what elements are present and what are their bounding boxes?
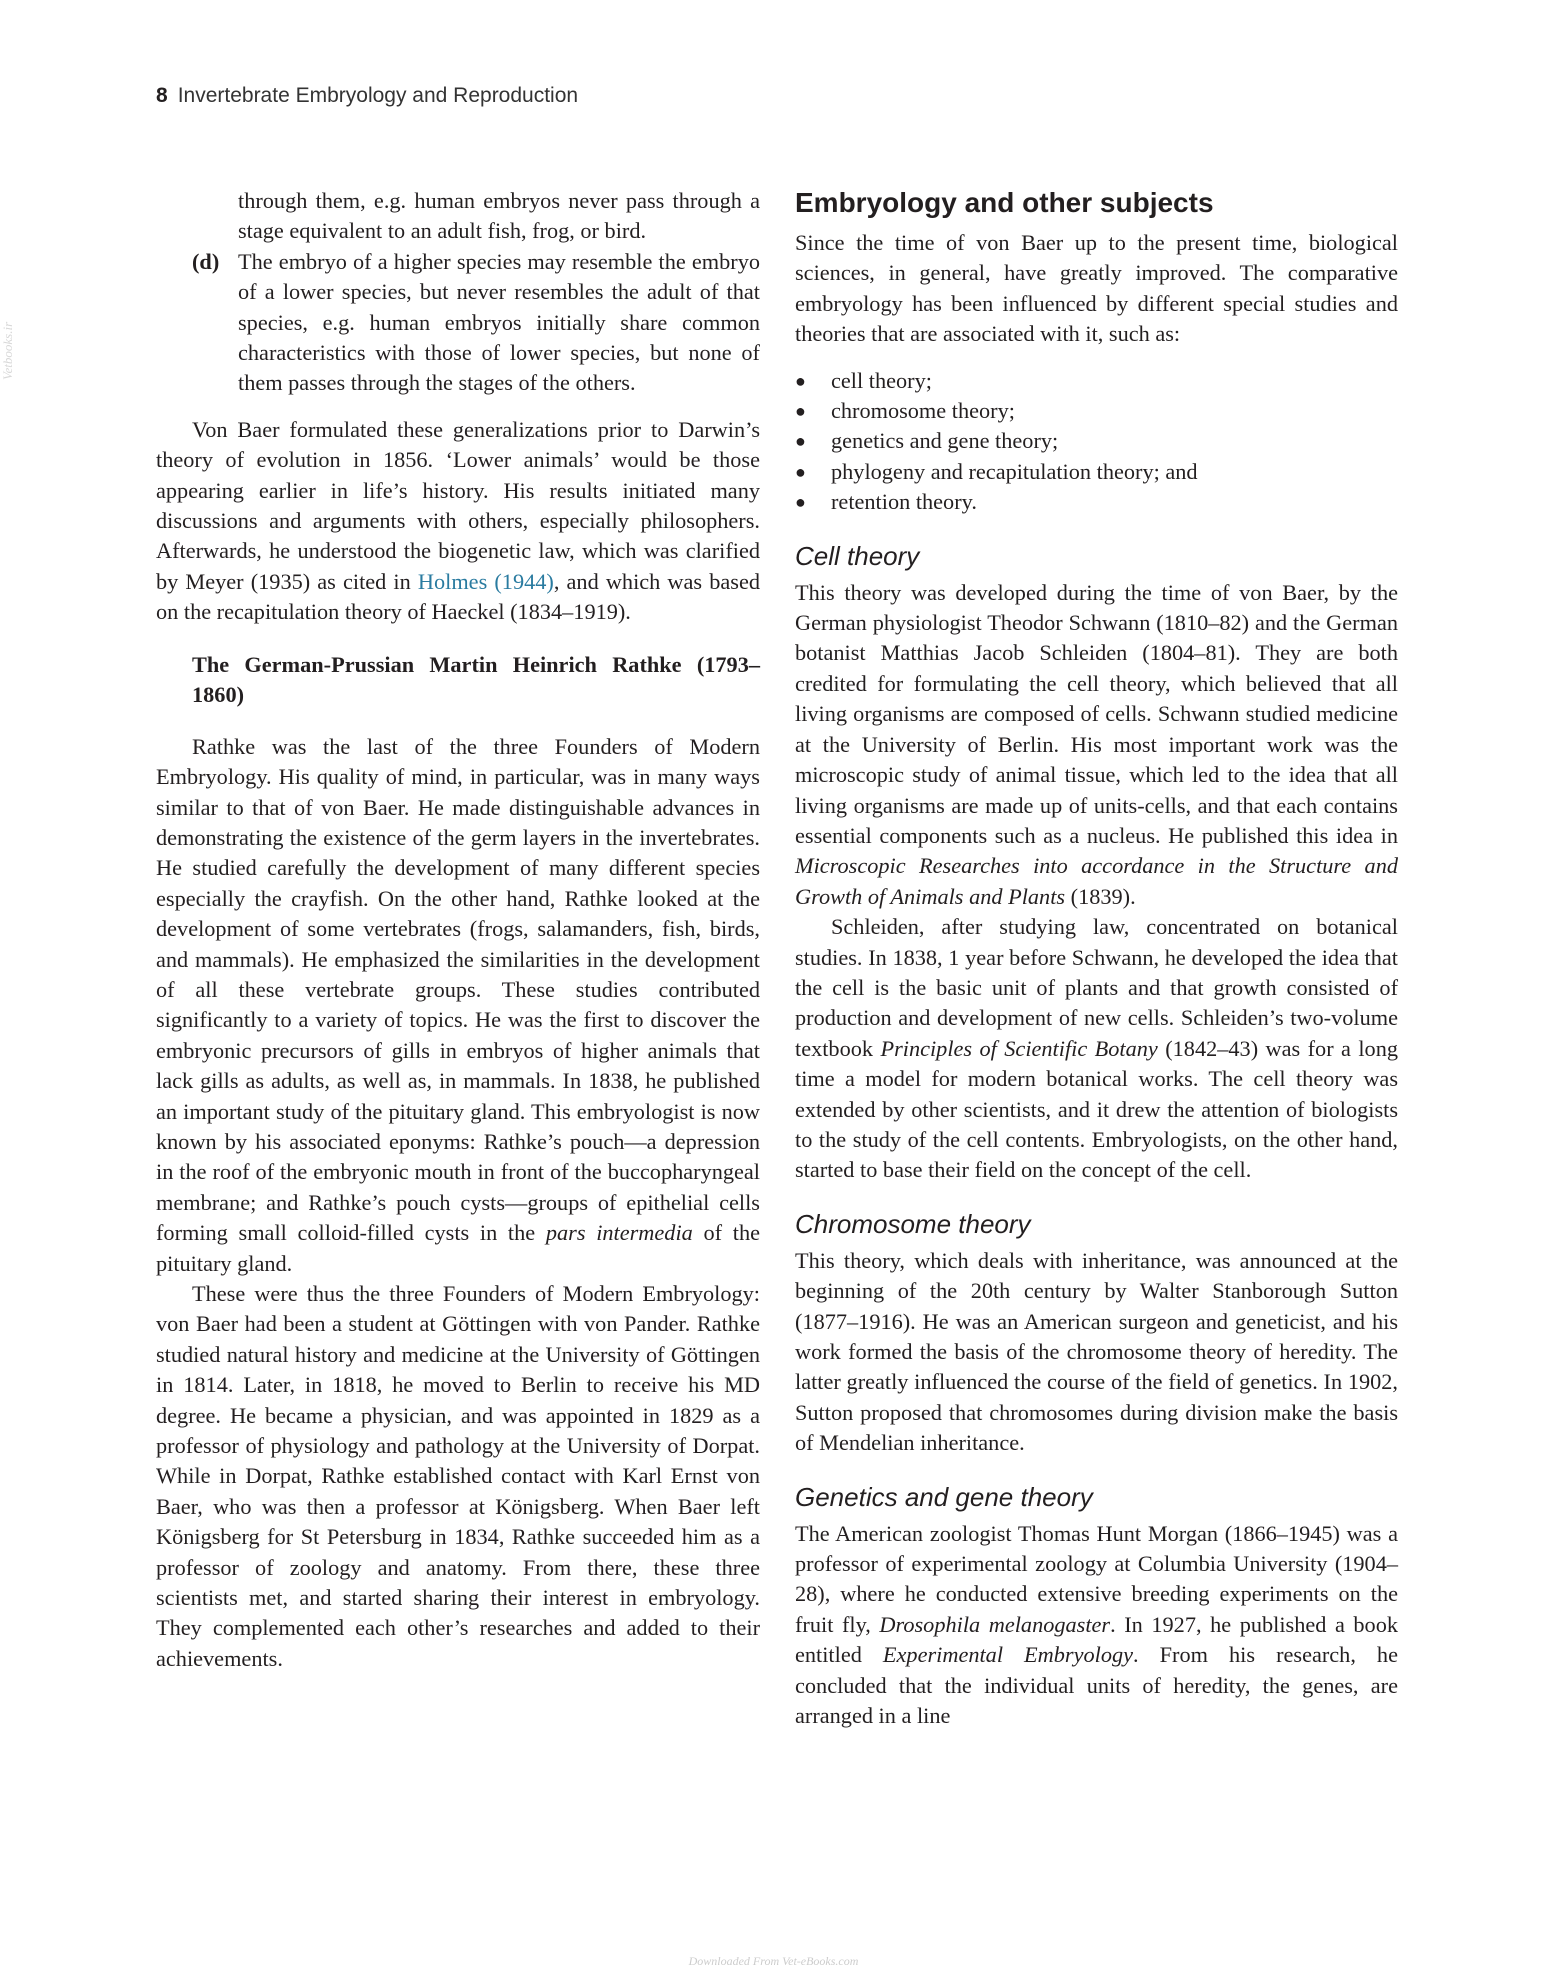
bullet-icon: ● — [795, 401, 806, 422]
section-title: Embryology and other subjects — [795, 187, 1214, 218]
running-header — [156, 84, 578, 108]
subsection-title-chromosome-theory: Chromosome theory — [795, 1208, 1031, 1239]
citation-link-holmes[interactable]: Holmes (1944) — [417, 568, 554, 594]
left-column — [156, 186, 760, 1674]
bullet-icon: ● — [795, 431, 806, 452]
list-item: ● retention theory. — [795, 487, 1398, 517]
list-item: ● chromosome theory; — [795, 396, 1398, 426]
theory-bullet-list — [795, 366, 1398, 518]
list-item: ● phylogeny and recapitulation theory; and — [795, 457, 1398, 487]
bullet-icon: ● — [795, 370, 806, 391]
list-item-text: The embryo of a higher species may resemble the embryo of a lower species, but never resembles the adult of that species, e.g. human embryos initially share common characteristics with those of lower species, but none of them passes through the stages of the others. — [238, 248, 760, 396]
paragraph-von-baer: Von Baer formulated these generalizations prior to Darwin’s theory of evolution in 1856. ‘Lower animals’ would be those appearing earlier in life’s history. His results initiated many discussions and arguments with others, especially philosophers. Afterwards, he understood the biogenetic law, which was clarified by Meyer (1935) as cited in Holmes (1944), and which was based on the recapitulation theory of Haeckel (1834–1919). — [156, 416, 760, 625]
paragraph-intro: Since the time of von Baer up to the present time, biological sciences, in general, have greatly improved. The comparative embryology has been influenced by different special studies and theories that are associated with it, such as: — [795, 230, 1398, 347]
bullet-icon: ● — [795, 492, 806, 513]
subsection-title-cell-theory: Cell theory — [795, 540, 920, 571]
paragraph-genetics: The American zoologist Thomas Hunt Morgan (1866–1945) was a professor of experimental zoology at Columbia University (1904–28), where he conducted extensive breeding experiments on the fruit fly, Drosophila melanogaster. In 1927, he published a book entitled Experimental Embryology. From his research, he concluded that the individual units of heredity, the genes, are arranged in a line — [795, 1520, 1398, 1729]
subheading-rathke: The German-Prussian Martin Heinrich Rathke (1793–1860) — [192, 651, 760, 707]
right-column — [795, 186, 1398, 1731]
list-item: ● cell theory; — [795, 366, 1398, 396]
paragraph-founders: These were thus the three Founders of Modern Embryology: von Baer had been a student at Göttingen with von Pander. Rathke studied natural history and medicine at the University of Göttingen in 1814. Later, in 1818, he moved to Berlin to receive his MD degree. He became a physician, and was appointed in 1829 as a professor of physiology and pathology at the University of Dorpat. While in Dorpat, Rathke established contact with Karl Ernst von Baer, who was then a professor at Königsberg. When Baer left Königsberg for St Petersburg in 1834, Rathke succeeded him as a professor of zoology and anatomy. From there, these three scientists met, and started sharing their interest in embryology. They complemented each other’s researches and added to their achievements. — [156, 1281, 760, 1671]
book-title: Invertebrate Embryology and Reproduction — [177, 84, 579, 107]
side-watermark: Vetbooks.ir — [0, 321, 15, 380]
list-item: ● genetics and gene theory; — [795, 426, 1398, 456]
download-footer: Downloaded From Vet-eBooks.com — [688, 1954, 859, 1968]
list-item-continuation: through them, e.g. human embryos never pass through a stage equivalent to an adult fish, frog, or bird. — [238, 188, 760, 244]
list-item-label: (d) — [192, 248, 220, 274]
paragraph-cell-theory-1: This theory was developed during the time of von Baer, by the German physiologist Theodor Schwann (1810–82) and the German botanist Matthias Jacob Schleiden (1804–81). They are both credited for formulating the cell theory, which believed that all living organisms are composed of cells. Schwann studied medicine at the University of Berlin. His most important work was the microscopic study of animal tissue, which led to the idea that all living organisms are made up of units-cells, and that each contains essential components such as a nucleus. He published this idea in Microscopic Researches into accordance in the Structure and Growth of Animals and Plants (1839). — [795, 579, 1398, 909]
paragraph-rathke: Rathke was the last of the three Founders of Modern Embryology. His quality of mind, in particular, was in many ways similar to that of von Baer. He made distinguishable advances in demonstrating the existence of the germ layers in the invertebrates. He studied carefully the development of many different species especially the crayfish. On the other hand, Rathke looked at the development of some vertebrates (frogs, salamanders, fish, birds, and mammals). He emphasized the similarities in the development of all these vertebrate groups. These studies contributed significantly to a variety of topics. He was the first to discover the embryonic precursors of gills in embryos of higher animals that lack gills as adults, as well as, in mammals. In 1838, he published an important study of the pituitary gland. This embryologist is now known by his associated eponyms: Rathke’s pouch—a depression in the roof of the embryonic mouth in front of the buccopharyngeal membrane; and Rathke’s pouch cysts—groups of epithelial cells forming small colloid-filled cysts in the pars intermedia of the pituitary gland. — [156, 733, 761, 1276]
list-item-d — [156, 247, 760, 399]
paragraph-chromosome-theory: This theory, which deals with inheritance, was announced at the beginning of the 20th century by Walter Stanborough Sutton (1877–1916). He was an American surgeon and geneticist, and his work formed the basis of the chromosome theory of heredity. The latter greatly influenced the course of the field of genetics. In 1902, Sutton proposed that chromosomes during division make the basis of Mendelian inheritance. — [795, 1247, 1398, 1456]
paragraph-cell-theory-2: Schleiden, after studying law, concentrated on botanical studies. In 1838, 1 year before Schwann, he developed the idea that the cell is the basic unit of plants and that growth consisted of production and development of new cells. Schleiden’s two-volume textbook Principles of Scientific Botany (1842–43) was for a long time a model for modern botanical works. The cell theory was extended by other scientists, and it drew the attention of biologists to the study of the cell contents. Embryologists, on the other hand, started to base their field on the concept of the cell. — [795, 914, 1398, 1183]
page-number: 8 — [156, 84, 168, 107]
bullet-icon: ● — [795, 461, 806, 482]
subsection-title-genetics: Genetics and gene theory — [795, 1481, 1093, 1512]
